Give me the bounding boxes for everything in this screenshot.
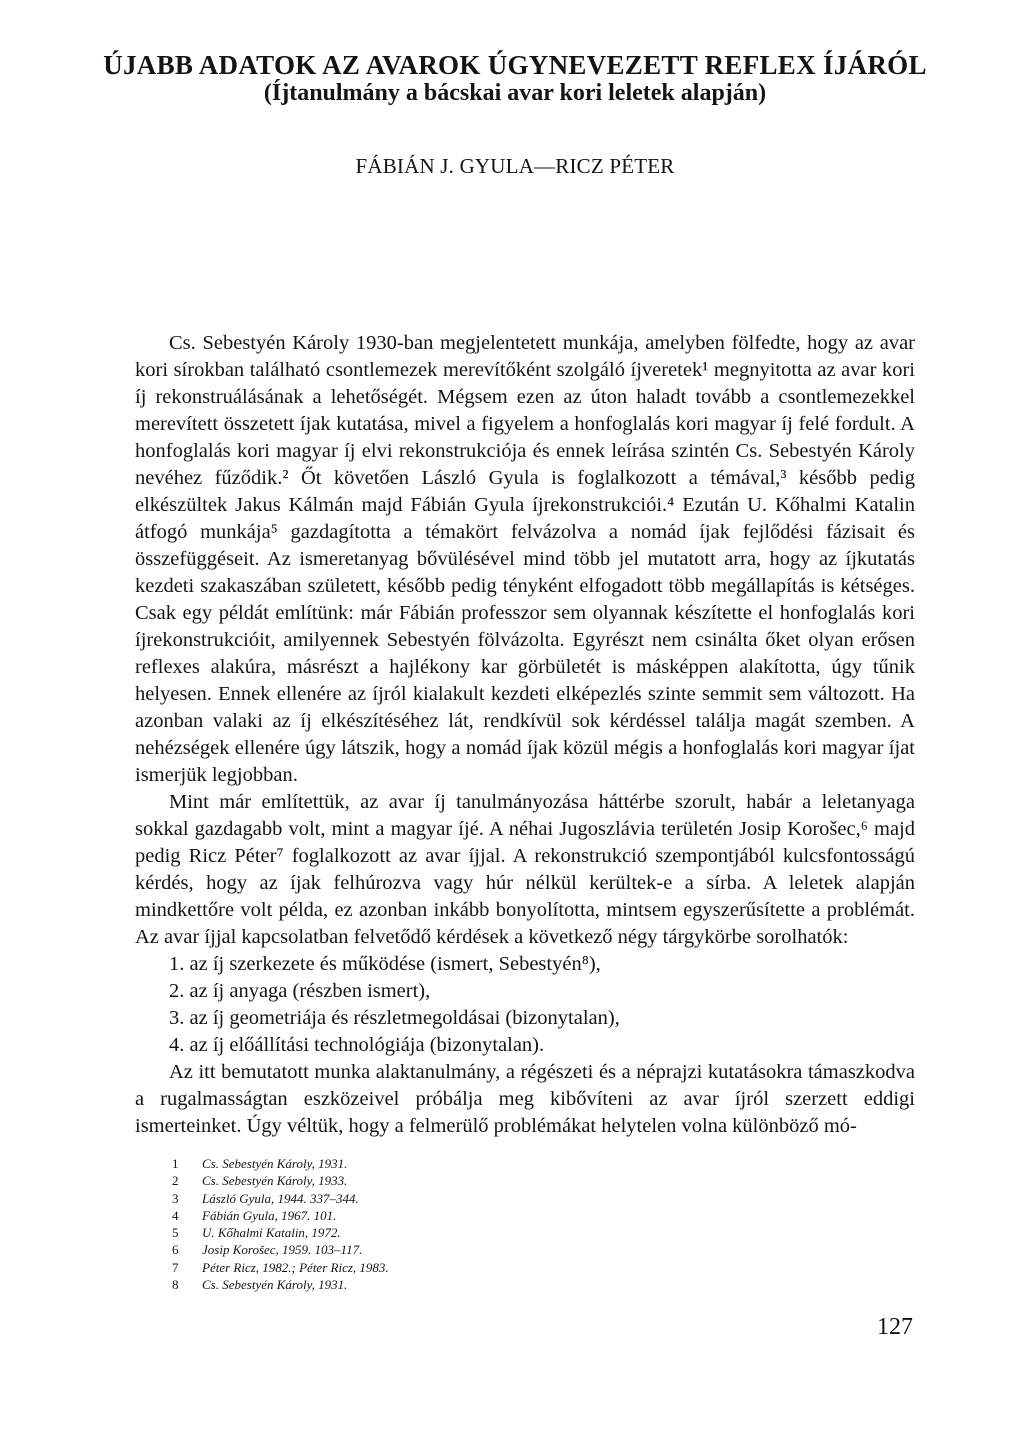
topic-list xyxy=(135,951,915,1059)
footnote xyxy=(172,1172,672,1189)
footnote-text: U. Kőhalmi Katalin, 1972. xyxy=(202,1225,341,1241)
footnote xyxy=(172,1207,672,1224)
footnote-number: 7 xyxy=(172,1259,179,1275)
footnote xyxy=(172,1155,672,1172)
footnote-number: 6 xyxy=(172,1242,179,1258)
list-item: 1. az íj szerkezete és működése (ismert, Sebestyén⁸), xyxy=(169,953,601,975)
footnote xyxy=(172,1276,672,1293)
footnote-text: Péter Ricz, 1982.; Péter Ricz, 1983. xyxy=(202,1259,389,1275)
list-item: 3. az íj geometriája és részletmegoldásai (bizonytalan), xyxy=(169,1007,620,1029)
list-item: 4. az íj előállítási technológiája (bizonytalan). xyxy=(169,1034,545,1056)
footnote-number: 3 xyxy=(172,1190,179,1206)
footnote xyxy=(172,1241,672,1258)
footnotes xyxy=(172,1155,672,1293)
article-title: ÚJABB ADATOK AZ AVAROK ÚGYNEVEZETT REFLEX ÍJÁRÓL xyxy=(103,50,927,80)
footnote-text: László Gyula, 1944. 337–344. xyxy=(202,1190,359,1206)
footnote-text: Cs. Sebestyén Károly, 1933. xyxy=(202,1173,348,1189)
footnote-number: 4 xyxy=(172,1207,179,1223)
footnote-number: 5 xyxy=(172,1225,179,1241)
body-paragraph: Mint már említettük, az avar íj tanulmányozása háttérbe szorult, habár a leletanyaga sokkal gazdagabb volt, mint a magyar íjé. A néhai Jugoszlávia területén Josip Korošec,⁶ majd pedig Ricz Péter⁷ foglalkozott az avar íjjal. A rekonstrukció szempontjából kulcsfontosságú kérdés, hogy az íjak felhúrozva vagy húr nélkül kerültek-e a sírba. A leletek alapján mindkettőre volt példa, ez azonban inkább bonyolította, mintsem egyszerűsítette a problémát. Az avar íjjal kapcsolatban felvetődő kérdések a következő négy tárgykörbe sorolhatók: xyxy=(135,791,915,948)
footnote-text: Josip Korošec, 1959. 103–117. xyxy=(202,1242,363,1258)
authors-line: FÁBIÁN J. GYULA—RICZ PÉTER xyxy=(355,154,675,178)
footnote xyxy=(172,1224,672,1241)
footnote-number: 2 xyxy=(172,1173,179,1189)
footnote xyxy=(172,1190,672,1207)
body-paragraph: Cs. Sebestyén Károly 1930-ban megjelentetett munkája, amelyben fölfedte, hogy az avar kori sírokban található csontlemezek merevítőként szolgáló íjveretek¹ megnyitotta az avar kori íj rekonstruálásának a lehetőségét. Mégsem ezen az úton haladt tovább a csontlemezekkel merevített összetett íjak kutatása, mivel a figyelem a honfoglalás kori magyar íj felé fordult. A honfoglalás kori magyar íj elvi rekonstrukciója és ennek leírása szintén Cs. Sebestyén Károly nevéhez fűződik.² Őt követően László Gyula is foglalkozott a témával,³ később pedig elkészültek Jakus Kálmán majd Fábián Gyula íjrekonstrukciói.⁴ Ezután U. Kőhalmi Katalin átfogó munkája⁵ gazdagította a témakört felvázolva a nomád íjak fejlődési fázisait és összefüggéseit. Az ismeretanyag bővülésével mind több jel mutatott arra, hogy az íjkutatás kezdeti szakaszában született, később pedig tényként elfogadott több megállapítás is kétséges. Csak egy példát említünk: már Fábián professzor sem olyannak készítette el honfoglalás kori íjrekonstrukcióit, amilyennek Sebestyén fölvázolta. Egyrészt nem csinálta őket olyan erősen reflexes alakúra, másrészt a hajlékony kar görbületét is másképpen alakította, úgy tűnik helyesen. Ennek ellenére az íjról kialakult kezdeti elképezlés szinte semmit sem változott. Ha azonban valaki az íj elkészítéséhez lát, rendkívül sok kérdéssel találja magát szemben. A nehézségek ellenére úgy látszik, hogy a nomád íjak közül mégis a honfoglalás kori magyar íjat ismerjük legjobban. xyxy=(135,332,915,786)
article-subtitle: (Íjtanulmány a bácskai avar kori leletek alapján) xyxy=(263,80,767,106)
footnote-text: Fábián Gyula, 1967. 101. xyxy=(202,1207,337,1223)
footnote-text: Cs. Sebestyén Károly, 1931. xyxy=(202,1156,348,1171)
footnote xyxy=(172,1259,672,1276)
page-number: 127 xyxy=(877,1314,913,1340)
list-item: 2. az íj anyaga (részben ismert), xyxy=(169,980,431,1002)
footnote-text: Cs. Sebestyén Károly, 1931. xyxy=(202,1277,348,1293)
footnote-number: 1 xyxy=(172,1156,179,1171)
footnote-number: 8 xyxy=(172,1277,179,1293)
body-paragraph: Az itt bemutatott munka alaktanulmány, a régészeti és a néprajzi kutatásokra támaszkodva a rugalmasságtan eszközeivel próbálja meg kibővíteni az avar íjról szerzett eddigi ismerteinket. Úgy véltük, hogy a felmerülő problémákat helytelen volna különböző mó- xyxy=(135,1061,915,1137)
article-body xyxy=(135,330,915,1140)
